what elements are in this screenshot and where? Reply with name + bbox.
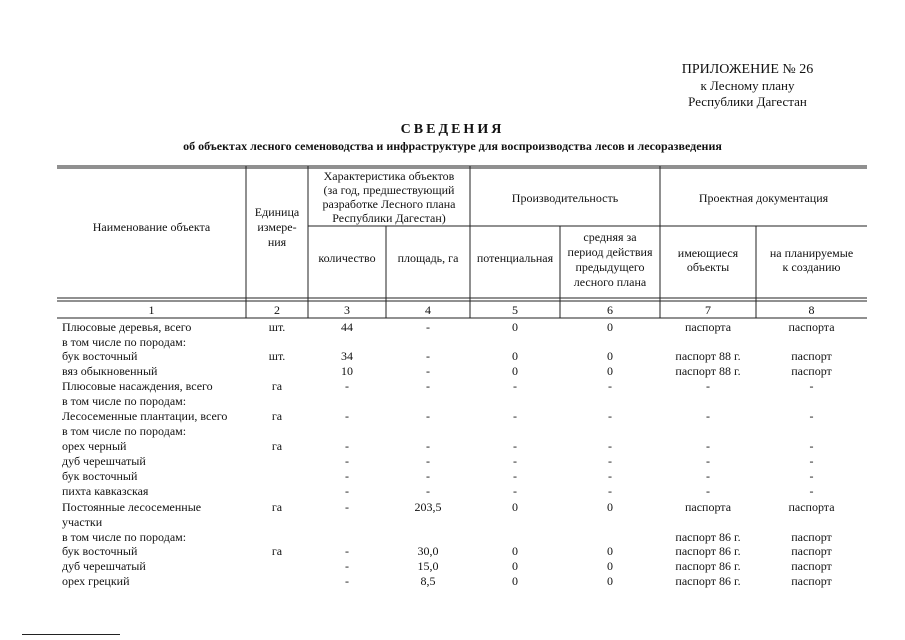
table-cell-plan: -	[809, 484, 814, 498]
table-cell-qty: -	[345, 439, 349, 453]
table-cell-avg: -	[608, 439, 612, 453]
table-cell-unit: га	[271, 409, 283, 423]
title-subtitle: об объектах лесного семеноводства и инфраструктуре для воспроизводства лесов и лесоразведения	[183, 139, 722, 153]
table-cell-name: в том числе по породам:	[62, 424, 187, 438]
table-cell-qty: -	[345, 409, 349, 423]
table-cell-area: 15,0	[417, 559, 439, 573]
table-cell-avg: -	[608, 484, 612, 498]
table-cell-area: -	[426, 349, 430, 363]
column-number: 6	[607, 303, 613, 317]
table-cell-name: бук восточный	[62, 469, 138, 483]
table-cell-area: 30,0	[417, 544, 439, 558]
table-cell-name: орех черный	[62, 439, 127, 453]
table-cell-pot: -	[513, 484, 517, 498]
table-cell-pot: -	[513, 379, 517, 393]
table-cell-pot: -	[513, 439, 517, 453]
table-cell-avg: -	[608, 379, 612, 393]
header-characteristics	[308, 169, 470, 225]
table-cell-exist: паспорт 88 г.	[675, 364, 741, 378]
table-cell-plan: паспорт	[791, 574, 832, 588]
table-cell-plan: паспорт	[791, 530, 832, 544]
table-cell-exist: паспорт 86 г.	[675, 530, 741, 544]
table-cell-name: участки	[62, 515, 103, 529]
table-cell-qty: -	[345, 544, 349, 558]
table-cell-exist: паспорт 88 г.	[675, 349, 741, 363]
table-cell-name: дуб черешчатый	[62, 454, 146, 468]
column-number: 1	[148, 303, 155, 317]
table-cell-name: в том числе по породам:	[62, 530, 187, 544]
table-cell-exist: -	[706, 379, 710, 393]
header-unit-line: Единица	[254, 205, 300, 219]
table-cell-exist: паспорта	[684, 320, 732, 334]
table-cell-area: 8,5	[420, 574, 436, 588]
table-cell-avg: -	[608, 409, 612, 423]
column-number: 8	[808, 303, 815, 317]
header-planned-line: на планируемые	[769, 246, 854, 260]
table-cell-area: -	[426, 409, 430, 423]
footer-rule	[22, 634, 120, 635]
table-cell-pot: 0	[512, 364, 518, 378]
table-cell-qty: 10	[341, 364, 353, 378]
table-cell-plan: -	[809, 409, 814, 423]
table-cell-exist: -	[706, 484, 710, 498]
table-cell-area: -	[426, 439, 430, 453]
header-unit	[246, 205, 308, 250]
appendix-number: ПРИЛОЖЕНИЕ № 26	[681, 62, 814, 77]
table-cell-name: в том числе по породам:	[62, 394, 187, 408]
header-characteristics-line: Республики Дагестан)	[332, 211, 446, 225]
table-cell-name: бук восточный	[62, 544, 138, 558]
table-cell-area: -	[426, 379, 430, 393]
table-cell-unit: га	[271, 439, 283, 453]
table-cell-area: -	[426, 320, 430, 334]
header-quantity: количество	[318, 251, 376, 265]
table-cell-pot: 0	[512, 500, 518, 514]
appendix-reference: к Лесному плану	[700, 78, 795, 93]
table-cell-avg: -	[608, 469, 612, 483]
table-cell-pot: -	[513, 409, 517, 423]
table-cell-avg: 0	[607, 320, 613, 334]
table-cell-plan: паспорт	[791, 544, 832, 558]
table-cell-unit: шт.	[268, 320, 286, 334]
table-cell-qty: -	[345, 379, 349, 393]
header-existing-line: объекты	[686, 260, 730, 274]
table-cell-qty: 34	[341, 349, 353, 363]
header-characteristics-line: (за год, предшествующий	[323, 183, 455, 197]
table-cell-pot: 0	[512, 320, 518, 334]
header-average-line: предыдущего	[575, 260, 645, 274]
table-cell-avg: 0	[607, 544, 613, 558]
header-average	[560, 230, 660, 290]
table-cell-unit: шт.	[268, 349, 286, 363]
header-average-line: средняя за	[583, 230, 637, 244]
table-cell-plan: паспорт	[791, 349, 832, 363]
table-cell-plan: -	[809, 469, 814, 483]
table-cell-plan: паспорт	[791, 364, 832, 378]
header-existing-line: имеющиеся	[677, 246, 739, 260]
header-existing	[660, 246, 756, 274]
table-cell-unit: га	[271, 379, 283, 393]
table-cell-avg: -	[608, 454, 612, 468]
appendix-region: Республики Дагестан	[688, 94, 807, 109]
table-cell-pot: 0	[512, 574, 518, 588]
table-cell-exist: -	[706, 439, 710, 453]
table-cell-qty: 44	[341, 320, 353, 334]
table-cell-pot: -	[513, 454, 517, 468]
header-unit-line: измере-	[257, 220, 297, 234]
table-cell-name: Плюсовые деревья, всего	[62, 320, 192, 334]
table-cell-unit: га	[271, 544, 283, 558]
header-productivity: Производительность	[511, 191, 619, 205]
table-cell-name: вяз обыкновенный	[62, 364, 158, 378]
table-cell-plan: паспорта	[788, 320, 835, 334]
table-cell-plan: паспорта	[788, 500, 835, 514]
table-cell-pot: 0	[512, 544, 518, 558]
table-cell-qty: -	[345, 574, 349, 588]
table-cell-name: Лесосеменные плантации, всего	[62, 409, 228, 423]
header-planned-line: к созданию	[782, 260, 841, 274]
table-cell-pot: 0	[512, 559, 518, 573]
table-cell-plan: -	[809, 439, 814, 453]
table-cell-name: дуб черешчатый	[62, 559, 146, 573]
table-cell-exist: паспорт 86 г.	[675, 574, 741, 588]
table-cell-plan: -	[809, 379, 814, 393]
table-cell-name: Постоянные лесосеменные	[62, 500, 202, 514]
table-cell-pot: -	[513, 469, 517, 483]
header-average-line: лесного плана	[573, 275, 647, 289]
table-cell-name: орех грецкий	[62, 574, 130, 588]
table-cell-qty: -	[345, 500, 349, 514]
table-cell-exist: паспорта	[684, 500, 732, 514]
header-object-name: Наименование объекта	[92, 220, 211, 234]
table-cell-name: в том числе по породам:	[62, 335, 187, 349]
table-cell-exist: -	[706, 454, 710, 468]
column-number: 7	[705, 303, 711, 317]
table-cell-plan: паспорт	[791, 559, 832, 573]
table-cell-name: бук восточный	[62, 349, 138, 363]
table-cell-avg: 0	[607, 500, 613, 514]
table-cell-qty: -	[345, 469, 349, 483]
table-cell-qty: -	[345, 559, 349, 573]
table-cell-name: Плюсовые насаждения, всего	[62, 379, 213, 393]
header-area: площадь, га	[397, 251, 459, 265]
table-cell-qty: -	[345, 484, 349, 498]
title-main: СВЕДЕНИЯ	[400, 122, 505, 137]
table-cell-area: 203,5	[414, 500, 442, 514]
column-number: 5	[512, 303, 518, 317]
table-cell-qty: -	[345, 454, 349, 468]
table-cell-area: -	[426, 454, 430, 468]
header-unit-line: ния	[267, 235, 287, 249]
table-cell-avg: 0	[607, 364, 613, 378]
table-cell-unit: га	[271, 500, 283, 514]
header-potential: потенциальная	[476, 251, 554, 265]
table-cell-avg: 0	[607, 574, 613, 588]
table-cell-plan: -	[809, 454, 814, 468]
header-average-line: период действия	[567, 245, 653, 259]
table-cell-name: пихта кавказская	[62, 484, 149, 498]
column-number: 2	[274, 303, 280, 317]
table-cell-exist: паспорт 86 г.	[675, 559, 741, 573]
table-cell-avg: 0	[607, 349, 613, 363]
table-cell-area: -	[426, 469, 430, 483]
header-characteristics-line: Характеристика объектов	[323, 169, 455, 183]
header-planned	[756, 246, 867, 274]
table-cell-exist: -	[706, 409, 710, 423]
header-characteristics-line: разработке Лесного плана	[322, 197, 456, 211]
header-design-docs: Проектная документация	[698, 191, 829, 205]
table-cell-area: -	[426, 484, 430, 498]
table-cell-avg: 0	[607, 559, 613, 573]
column-number: 3	[344, 303, 350, 317]
table-cell-exist: -	[706, 469, 710, 483]
table-cell-exist: паспорт 86 г.	[675, 544, 741, 558]
column-number: 4	[425, 303, 431, 317]
table-cell-area: -	[426, 364, 430, 378]
table-cell-pot: 0	[512, 349, 518, 363]
